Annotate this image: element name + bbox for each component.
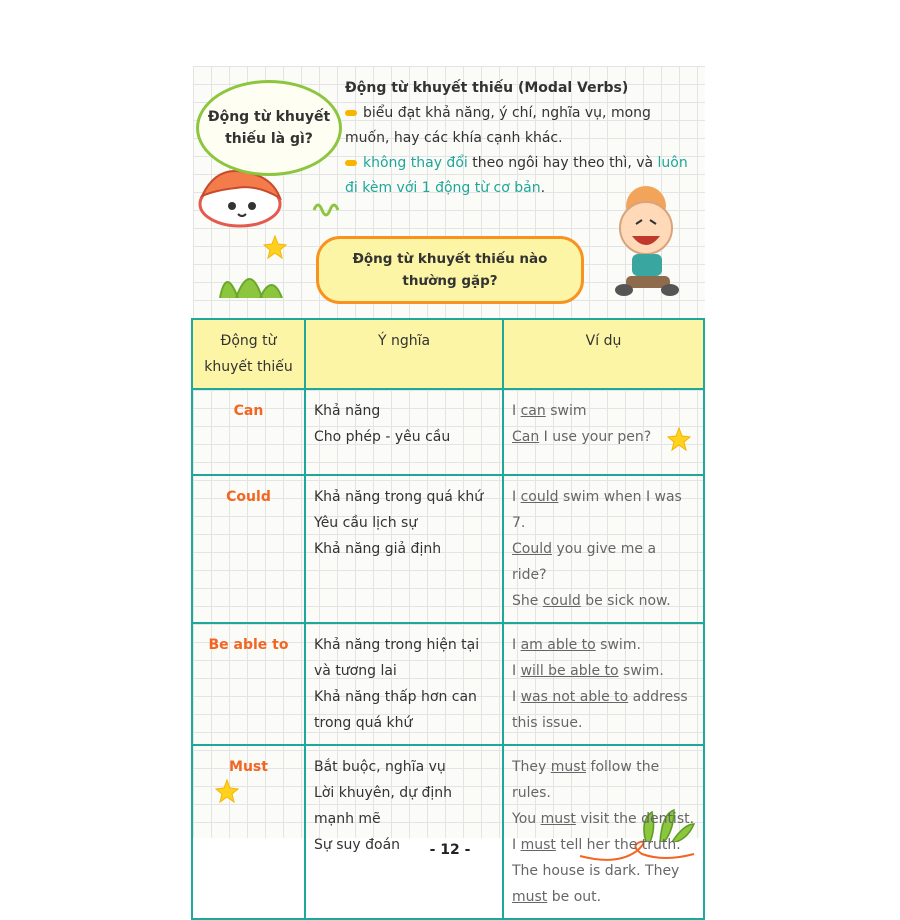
modal-underlined: must <box>520 837 556 853</box>
modal-verbs-table <box>191 318 705 920</box>
example-cell <box>503 623 704 745</box>
intro-bullet-2 <box>345 151 697 201</box>
meaning-item: Yêu cầu lịch sự <box>314 515 418 531</box>
meaning-item: Khả năng thấp hơn can trong quá khứ <box>314 689 477 731</box>
meaning-item: Sự suy đoán <box>314 837 401 853</box>
bullet-dot <box>345 160 357 166</box>
example-cell <box>503 745 704 919</box>
modal-underlined: Can <box>512 429 540 445</box>
example-sentence <box>512 754 695 806</box>
example-sentence <box>512 684 695 736</box>
bullet-dot <box>345 110 357 116</box>
meaning-cell <box>305 389 503 475</box>
example-text: visit the dentist. <box>575 811 695 827</box>
intro-text <box>345 76 697 201</box>
intro-title: Động từ khuyết thiếu (Modal Verbs) <box>345 80 629 96</box>
star-icon <box>262 234 288 260</box>
verb-cell <box>192 745 305 919</box>
meaning-cell <box>305 623 503 745</box>
table-row <box>192 389 704 475</box>
example-sentence <box>512 632 695 658</box>
example-text: follow the rules. <box>512 759 660 801</box>
modal-underlined: will be able to <box>520 663 619 679</box>
bullet-2-mid: theo ngôi hay theo thì, và <box>467 155 658 171</box>
table-row <box>192 475 704 623</box>
example-text: I use your pen? <box>539 429 652 445</box>
example-text: tell her the truth. <box>555 837 681 853</box>
table-row <box>192 745 704 919</box>
example-sentence <box>512 536 695 588</box>
question-line-1: Động từ khuyết thiếu nào <box>352 251 548 267</box>
modal-underlined: must <box>550 759 587 775</box>
meaning-item: Cho phép - yêu cầu <box>314 429 451 445</box>
modal-verb: Be able to <box>208 637 289 653</box>
meaning-item: Khả năng trong hiện tại và tương lai <box>314 637 480 679</box>
modal-underlined: must <box>540 811 576 827</box>
meaning-item: Lời khuyên, dự định mạnh mẽ <box>314 785 452 827</box>
example-text: address this issue. <box>512 689 688 731</box>
verb-cell <box>192 623 305 745</box>
example-sentence <box>512 398 695 424</box>
example-text: The house is dark. They <box>512 863 680 879</box>
page-number: - 12 - <box>429 842 471 858</box>
example-text: swim <box>545 403 587 419</box>
meaning-item: Khả năng <box>314 403 381 419</box>
modal-underlined: can <box>520 403 546 419</box>
bullet-1-text: biểu đạt khả năng, ý chí, nghĩa vụ, mong muốn, hay các khía cạnh khác. <box>345 105 651 146</box>
example-text: I <box>512 637 521 653</box>
modal-underlined: am able to <box>520 637 596 653</box>
example-sentence <box>512 588 695 614</box>
common-modals-question <box>316 236 584 304</box>
modal-underlined: could <box>520 489 559 505</box>
spring-icon <box>312 200 342 220</box>
example-sentence <box>512 806 695 832</box>
example-sentence <box>512 858 695 910</box>
example-text: You <box>512 811 541 827</box>
bullet-2-end: . <box>540 180 546 196</box>
header-meaning: Ý nghĩa <box>305 319 503 389</box>
bullet-2-highlight-2: luôn đi kèm với 1 động từ cơ bản <box>345 155 688 196</box>
example-text: swim. <box>595 637 641 653</box>
meaning-item: Bắt buộc, nghĩa vụ <box>314 759 446 775</box>
bubble-line-2: thiếu là gì? <box>225 131 313 147</box>
example-sentence <box>512 658 695 684</box>
verb-cell <box>192 389 305 475</box>
meaning-cell <box>305 745 503 919</box>
grass-icon <box>216 262 286 298</box>
modal-underlined: Could <box>512 541 552 557</box>
intro-bullet-1 <box>345 101 697 151</box>
modal-underlined: could <box>542 593 581 609</box>
meaning-cell <box>305 475 503 623</box>
example-text: swim. <box>618 663 664 679</box>
example-text: be sick now. <box>580 593 671 609</box>
table-header-row <box>192 319 704 389</box>
question-bubble <box>196 80 342 176</box>
example-sentence <box>512 484 695 536</box>
example-text: I <box>512 689 521 705</box>
example-text: be out. <box>547 889 602 905</box>
bubble-line-1: Động từ khuyết <box>207 109 331 125</box>
header-example: Ví dụ <box>503 319 704 389</box>
bullet-2-highlight-1: không thay đổi <box>363 155 468 171</box>
modal-verb: Must <box>229 759 268 775</box>
modal-verb: Can <box>233 403 264 419</box>
example-text: She <box>512 593 543 609</box>
modal-verb: Could <box>226 489 271 505</box>
example-sentence <box>512 424 695 450</box>
modal-underlined: was not able to <box>520 689 629 705</box>
question-line-2: thường gặp? <box>402 273 498 289</box>
meaning-item: Khả năng trong quá khứ <box>314 489 484 505</box>
example-text: I <box>512 403 521 419</box>
meaning-item: Khả năng giả định <box>314 541 442 557</box>
header-modal-verb: Động từ khuyết thiếu <box>192 319 305 389</box>
table-row <box>192 623 704 745</box>
example-text: I <box>512 663 521 679</box>
example-text: They <box>512 759 551 775</box>
example-text: I <box>512 489 521 505</box>
example-cell <box>503 475 704 623</box>
verb-cell <box>192 475 305 623</box>
example-text: I <box>512 837 521 853</box>
example-cell <box>503 389 704 475</box>
example-text: you give me a ride? <box>512 541 657 583</box>
modal-underlined: must <box>512 889 548 905</box>
example-text: swim when I was 7. <box>512 489 682 531</box>
